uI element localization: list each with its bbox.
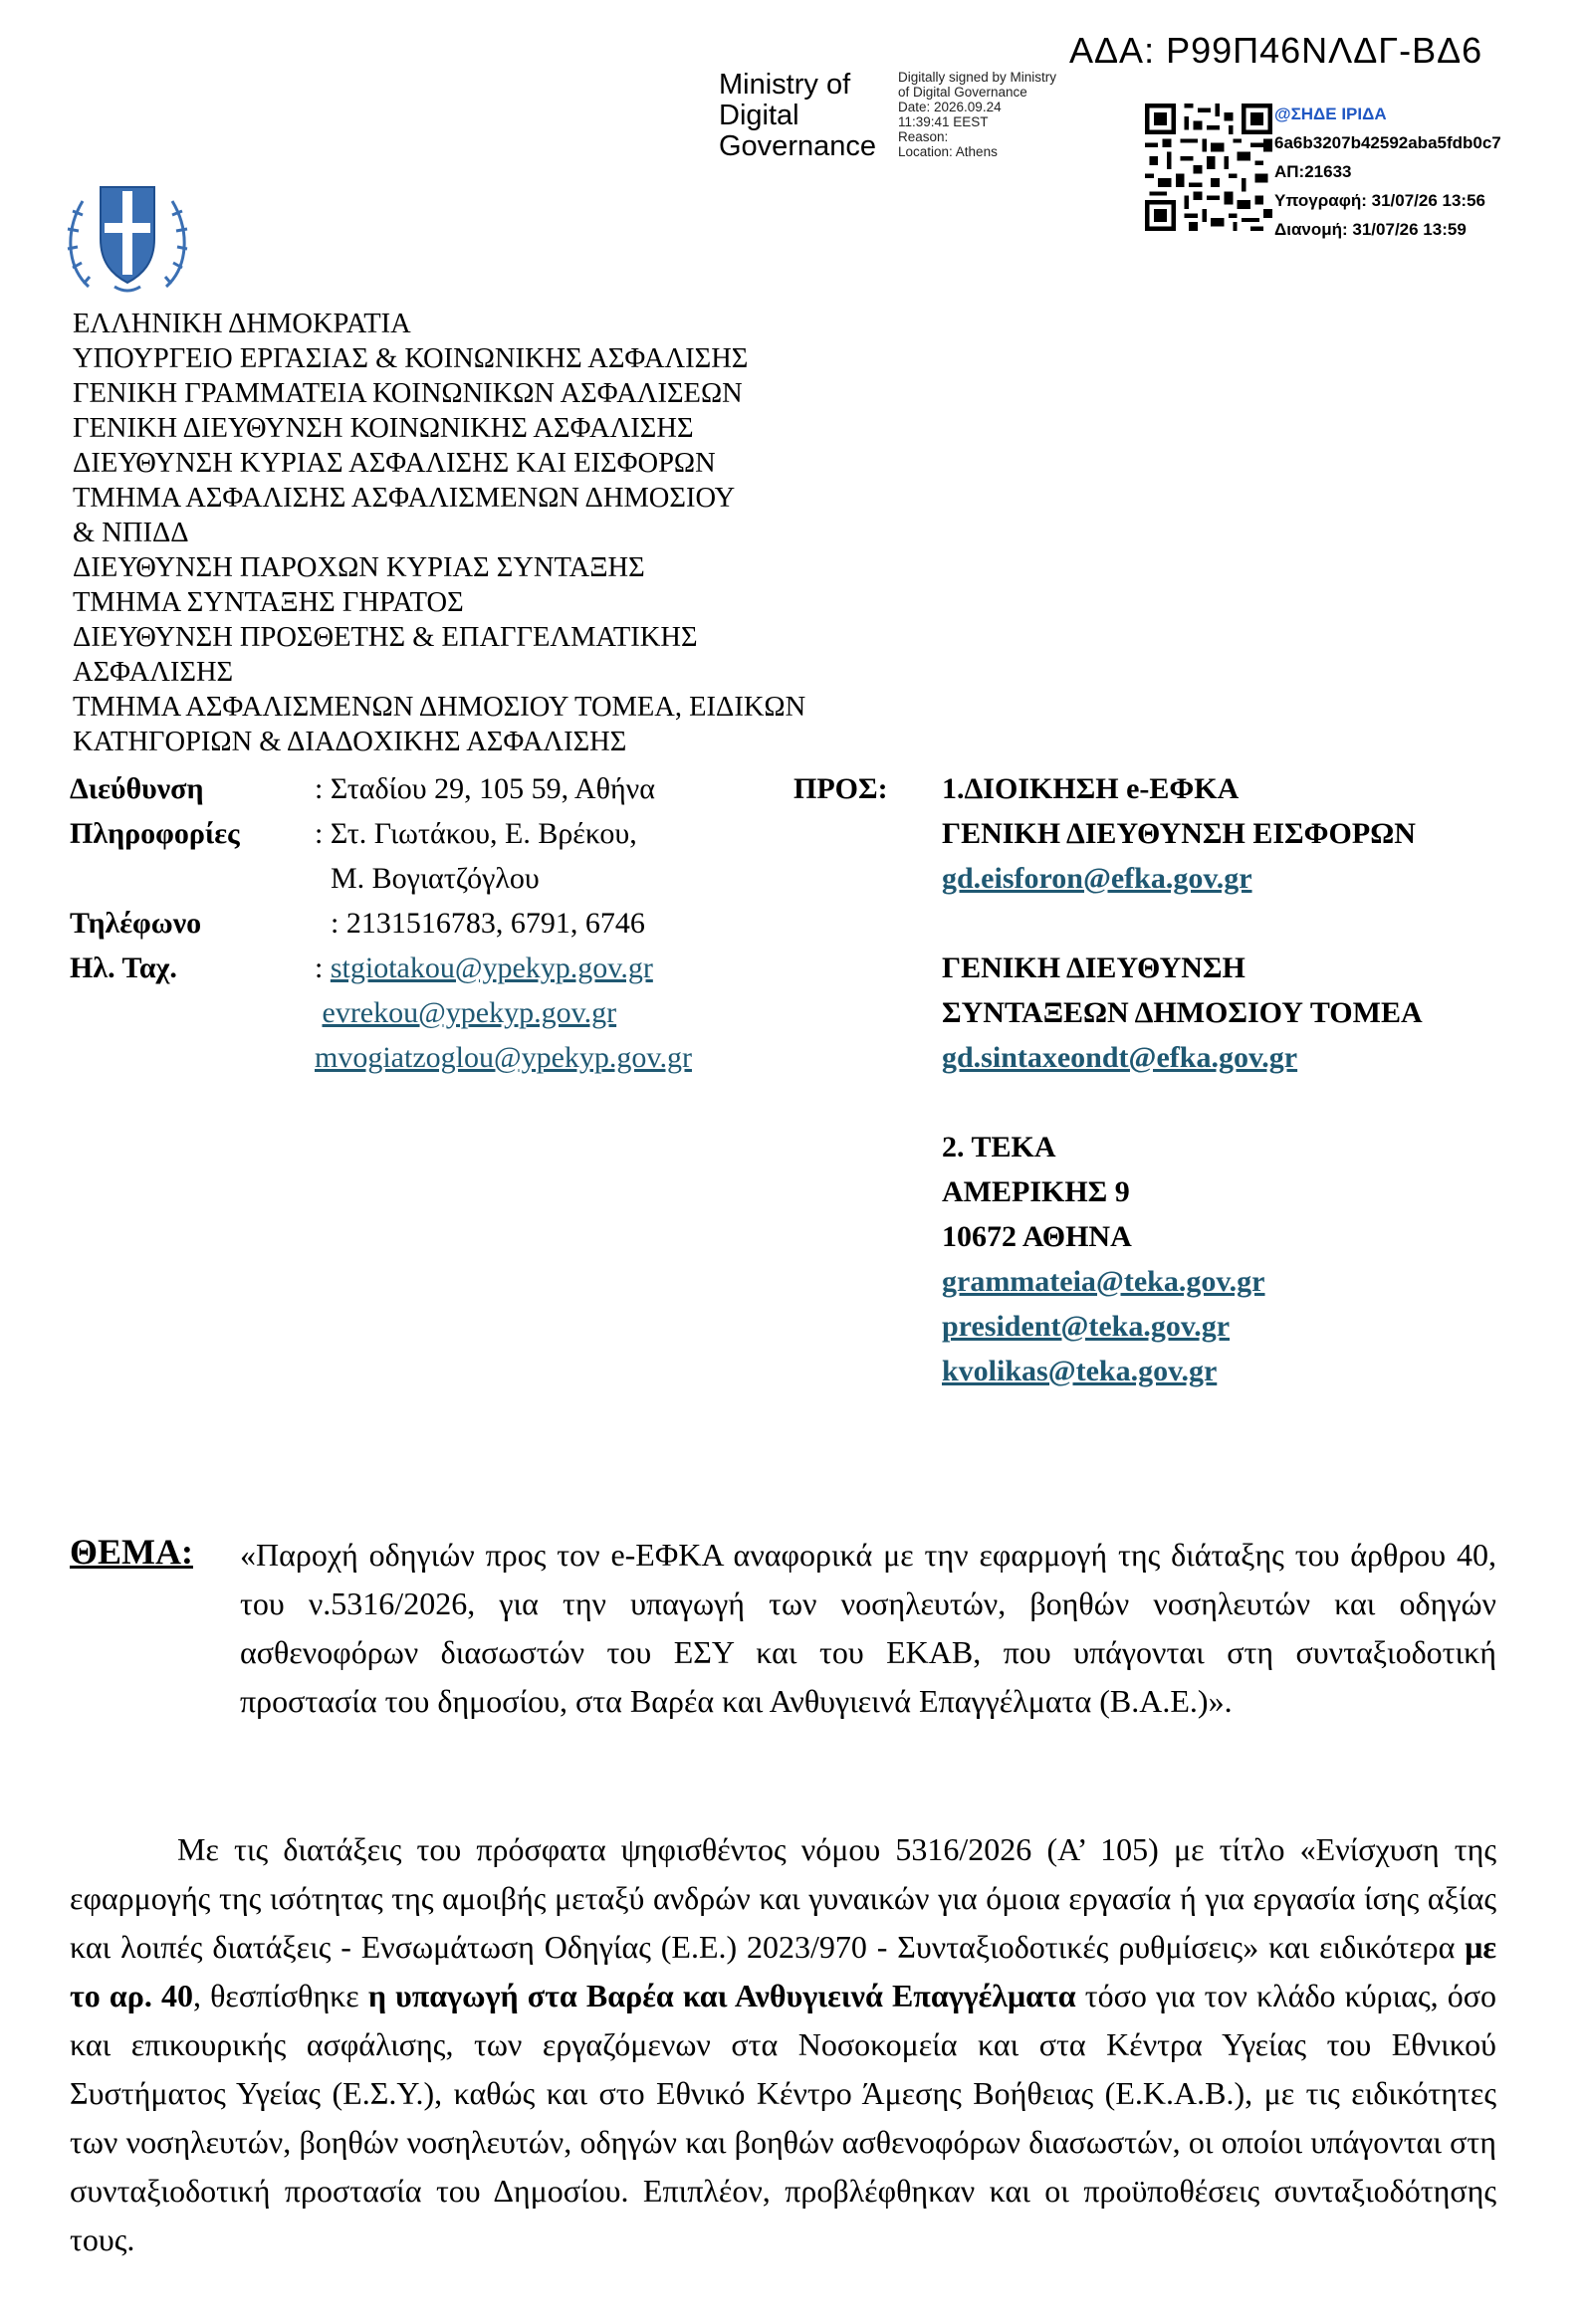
body-text-part: Με τις διατάξεις του πρόσφατα ψηφισθέντος νόμου 5316/2026 (Α’ 105) με τίτλο «Ενίσχυση της εφαρμογής της ισότητας της αμοιβής μεταξύ ανδρών και γυναικών για όμοια εργασία ή για εργασία ίσης αξίας και λοιπές διατάξεις - Ενσωμάτωση Οδηγίας (Ε.Ε.) 2023/970 - Συνταξιοδοτικές ρυθμίσεις» και ειδικότερα <box>70 1831 1496 1965</box>
signature-detail-line: Reason: <box>898 129 949 144</box>
header-line: ΑΣΦΑΛΙΣΗΣ <box>73 657 234 688</box>
iris-protocol-number: ΑΠ:21633 <box>1274 162 1352 181</box>
greek-coat-of-arms-icon <box>63 177 192 297</box>
ada-number: ΑΔΑ: Ρ99Π46ΝΛΔΓ-ΒΔ6 <box>1069 30 1483 71</box>
email-prefix: : <box>315 951 331 984</box>
header-line: ΔΙΕΥΘΥΝΣΗ ΠΡΟΣΘΕΤΗΣ & ΕΠΑΓΓΕΛΜΑΤΙΚΗΣ <box>73 622 698 653</box>
header-line: ΓΕΝΙΚΗ ΓΡΑΜΜΑΤΕΙΑ ΚΟΙΝΩΝΙΚΩΝ ΑΣΦΑΛΙΣΕΩΝ <box>73 378 743 409</box>
recipients-label: ΠΡΟΣ: <box>793 772 888 805</box>
body-text-part: τόσο για τον κλάδο κύριας, όσο και επικουρικής ασφάλισης, των εργαζόμενων στα Νοσοκομεία και στα Κέντρα Υγείας του Εθνικού Συστήματος Υγείας (Ε.Σ.Υ.), καθώς και στο Εθνικό Κέντρο Άμεσης Βοήθειας (Ε.Κ.Α.Β.), με τις ειδικότητες των νοσηλευτών, βοηθών νοσηλευτών, οδηγών και βοηθών ασθενοφόρων διασωστών, οι οποίοι υπάγονται στη συνταξιοδοτική προστασία του Δημοσίου. Επιπλέον, προβλέφθηκαν και οι προϋποθέσεις συνταξιοδότησης τους. <box>70 1978 1496 2257</box>
recipient-email-link[interactable]: kvolikas@teka.gov.gr <box>942 1355 1218 1387</box>
recipient-line: 2. ΤΕΚΑ <box>942 1131 1056 1163</box>
header-line: ΕΛΛΗΝΙΚΗ ΔΗΜΟΚΡΑΤΙΑ <box>73 309 411 339</box>
info-value: : Στ. Γιωτάκου, Ε. Βρέκου, <box>315 817 637 850</box>
signature-detail-line: of Digital Governance <box>898 85 1027 100</box>
email-link[interactable]: mvogiatzoglou@ypekyp.gov.gr <box>315 1041 692 1074</box>
recipient-line: ΓΕΝΙΚΗ ΔΙΕΥΘΥΝΣΗ ΕΙΣΦΟΡΩΝ <box>942 817 1416 850</box>
subject-label: ΘΕΜΑ: <box>70 1532 193 1572</box>
iris-signature-date: Υπογραφή: 31/07/26 13:56 <box>1274 191 1485 210</box>
header-line: ΓΕΝΙΚΗ ΔΙΕΥΘΥΝΣΗ ΚΟΙΝΩΝΙΚΗΣ ΑΣΦΑΛΙΣΗΣ <box>73 413 694 444</box>
header-line: ΥΠΟΥΡΓΕΙΟ ΕΡΓΑΣΙΑΣ & ΚΟΙΝΩΝΙΚΗΣ ΑΣΦΑΛΙΣΗΣ <box>73 343 749 374</box>
contact-values <box>315 766 692 1080</box>
qr-code-icon <box>1145 103 1272 232</box>
signature-detail-line: Digitally signed by Ministry <box>898 70 1057 85</box>
signature-detail-line: Location: Athens <box>898 144 998 159</box>
recipient-line: ΣΥΝΤΑΞΕΩΝ ΔΗΜΟΣΙΟΥ ΤΟΜΕΑ <box>942 996 1423 1029</box>
iris-stamp <box>1274 100 1501 244</box>
contact-labels <box>70 766 240 990</box>
email-line <box>315 946 692 990</box>
phone-label: Τηλέφωνο <box>70 907 202 940</box>
ministry-line: Ministry of <box>719 69 851 101</box>
signature-details <box>898 70 1056 159</box>
email-line <box>315 1035 692 1080</box>
ministry-line: Governance <box>719 130 876 162</box>
recipient-line: ΑΜΕΡΙΚΗΣ 9 <box>942 1175 1130 1208</box>
ministry-line: Digital <box>719 100 799 131</box>
recipients-block <box>942 766 1423 1393</box>
address-label: Διεύθυνση <box>70 772 204 805</box>
header-line: ΚΑΤΗΓΟΡΙΩΝ & ΔΙΑΔΟΧΙΚΗΣ ΑΣΦΑΛΙΣΗΣ <box>73 727 627 757</box>
header-line: ΤΜΗΜΑ ΑΣΦΑΛΙΣΜΕΝΩΝ ΔΗΜΟΣΙΟΥ ΤΟΜΕΑ, ΕΙΔΙΚΩΝ <box>73 692 806 723</box>
email-label: Ηλ. Ταχ. <box>70 951 177 984</box>
email-link[interactable]: stgiotakou@ypekyp.gov.gr <box>330 951 653 984</box>
body-bold-text: με το αρ. 40 <box>70 1929 1496 2013</box>
recipient-email-link[interactable]: gd.sintaxeondt@efka.gov.gr <box>942 1041 1298 1074</box>
header-line: ΔΙΕΥΘΥΝΣΗ ΠΑΡΟΧΩΝ ΚΥΡΙΑΣ ΣΥΝΤΑΞΗΣ <box>73 552 645 583</box>
header-line: & ΝΠΙΔΔ <box>73 518 189 548</box>
header-line: ΤΜΗΜΑ ΣΥΝΤΑΞΗΣ ΓΗΡΑΤΟΣ <box>73 587 464 618</box>
recipient-line: ΓΕΝΙΚΗ ΔΙΕΥΘΥΝΣΗ <box>942 951 1245 984</box>
recipient-email-link[interactable]: grammateia@teka.gov.gr <box>942 1265 1265 1298</box>
iris-system: @ΣΗΔΕ ΙΡΙΔΑ <box>1274 105 1387 123</box>
email-link[interactable]: evrekou@ypekyp.gov.gr <box>322 996 617 1029</box>
issuer-header <box>73 307 805 759</box>
body-text-part: , θεσπίσθηκε <box>192 1978 368 2013</box>
subject-text: «Παροχή οδηγιών προς τον e-ΕΦΚΑ αναφορικά με την εφαρμογή της διάταξης του άρθρου 40, του ν.5316/2026, για την υπαγωγή των νοσηλευτών, βοηθών νοσηλευτών και οδηγών ασθενοφόρων διασωστών του ΕΣΥ και του ΕΚΑΒ, που υπάγονται στη συνταξιοδοτική προστασία του δημοσίου, στα Βαρέα και Ανθυγιεινά Επαγγέλματα (Β.Α.Ε.)». <box>240 1537 1496 1719</box>
email-line <box>315 990 692 1035</box>
address-value: : Σταδίου 29, 105 59, Αθήνα <box>315 772 655 805</box>
info-value-names: Μ. Βογιατζόγλου <box>331 862 540 895</box>
info-label: Πληροφορίες <box>70 817 240 850</box>
recipient-line: 10672 ΑΘΗΝΑ <box>942 1220 1132 1253</box>
signature-ministry <box>719 70 876 162</box>
recipient-email-link[interactable]: president@teka.gov.gr <box>942 1310 1231 1343</box>
phone-value: : 2131516783, 6791, 6746 <box>331 907 645 940</box>
iris-hash: 6a6b3207b42592aba5fdb0c7 <box>1274 133 1501 152</box>
signature-detail-line: Date: 2026.09.24 <box>898 100 1002 114</box>
recipient-email-link[interactable]: gd.eisforon@efka.gov.gr <box>942 862 1252 895</box>
header-line: ΤΜΗΜΑ ΑΣΦΑΛΙΣΗΣ ΑΣΦΑΛΙΣΜΕΝΩΝ ΔΗΜΟΣΙΟΥ <box>73 483 736 514</box>
iris-distribution-date: Διανομή: 31/07/26 13:59 <box>1274 220 1467 239</box>
recipient-line: 1.ΔΙΟΙΚΗΣΗ e-ΕΦΚΑ <box>942 772 1240 805</box>
signature-detail-line: 11:39:41 EEST <box>898 114 989 129</box>
body-bold-text: η υπαγωγή στα Βαρέα και Ανθυγιεινά Επαγγέλματα <box>367 1978 1076 2013</box>
header-line: ΔΙΕΥΘΥΝΣΗ ΚΥΡΙΑΣ ΑΣΦΑΛΙΣΗΣ ΚΑΙ ΕΙΣΦΟΡΩΝ <box>73 448 716 479</box>
body-paragraph <box>70 1825 1496 2264</box>
